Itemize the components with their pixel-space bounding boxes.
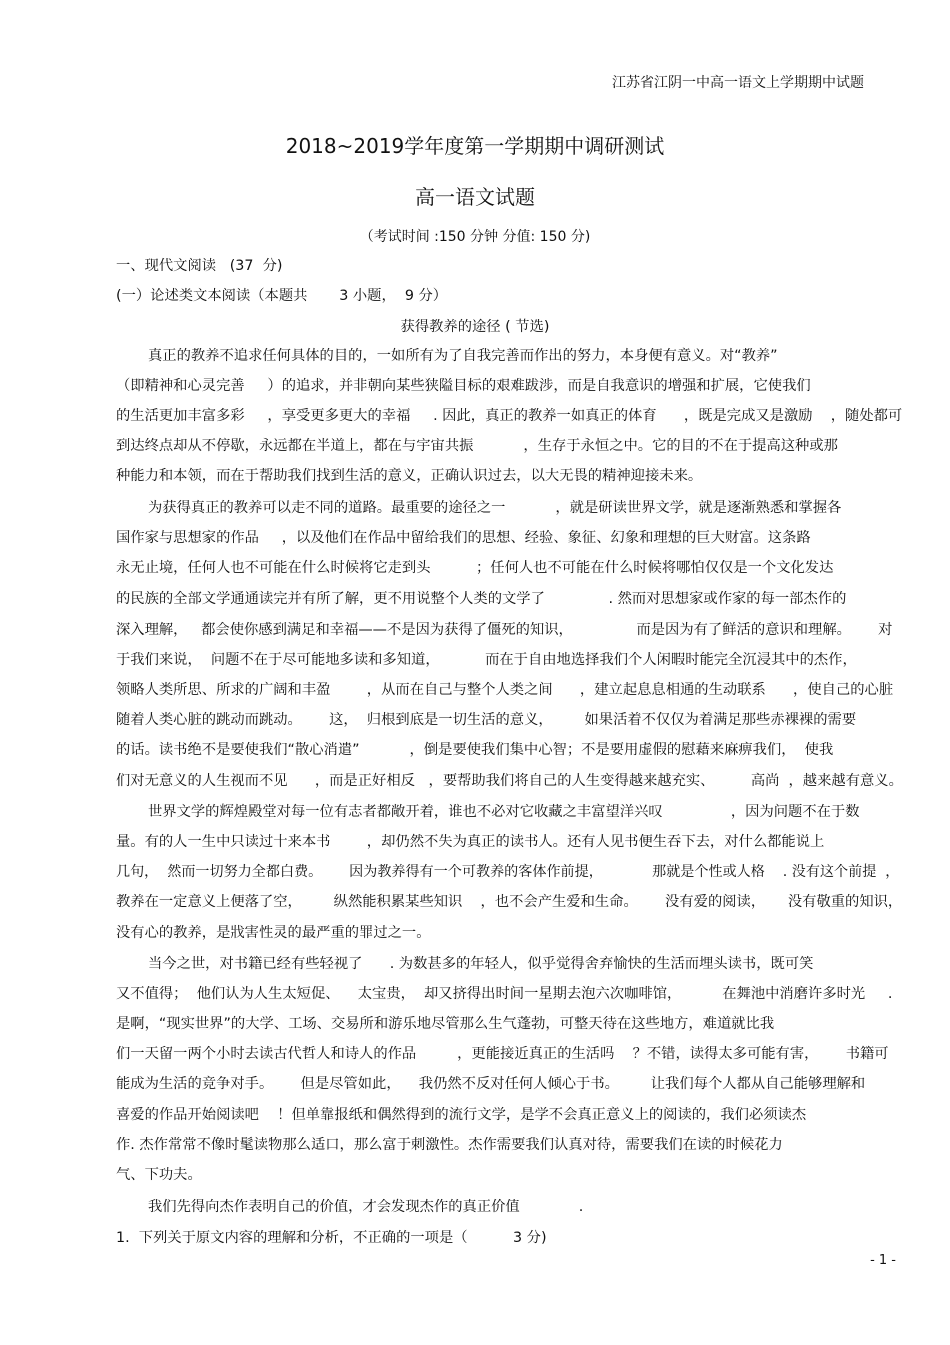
article-line: 又不值得； 他们认为人生太短促、 太宝贵， 却又挤得出时间一星期去泡六次咖啡馆， 在舞池中消磨许多时光 . [116,986,893,1002]
subsection-heading: (一）论述类文本阅读（本题共 3 小题， 9 分） [116,288,448,304]
article-line: 教养在一定意义上便落了空， 纵然能积累某些知识 ，也不会产生爱和生命。 没有爱的阅读， 没有敬重的知识， [116,894,903,910]
article-line: 的生活更加丰富多彩 ，享受更多更大的幸福 . 因此，真正的教养一如真正的体育 ，既是完成又是激励 ，随处都可 [116,408,903,424]
article-line: 是啊，“现实世界”的大学、工场、交易所和游乐地尽管那么生气蓬勃，可整天待在这些地方，难道就比我 [116,1016,775,1032]
article-line: 气、下功夫。 [116,1167,202,1183]
article-line: 世界文学的辉煌殿堂对每一位有志者都敞开着，谁也不必对它收藏之丰富望洋兴叹 ，因为问题不在于数 [148,804,860,820]
running-header: 江苏省江阴一中高一语文上学期期中试题 [612,75,864,91]
article-line: 没有心的教养，是戕害性灵的最严重的罪过之一。 [116,925,431,941]
question-1: 1. 下列关于原文内容的理解和分析，不正确的一项是（ 3 分) [116,1230,547,1246]
section-heading: 一、现代文阅读 (37 分) [116,258,283,274]
article-line: 国作家与思想家的作品 ，以及他们在作品中留给我们的思想、经验、象征、幻象和理想的巨大财富。这条路 [116,530,811,546]
article-line: （即精神和心灵完善 ）的追求，并非朝向某些狭隘目标的艰难跋涉，而是自我意识的增强和扩展，它使我们 [116,378,811,394]
article-title: 获得教养的途径 ( 节选) [400,319,550,335]
article-line: 作. 杰作常常不像时髦读物那么适口，那么富于刺激性。杰作需要我们认真对待，需要我们在读的时候花力 [116,1137,783,1153]
exam-info: （考试时间 :150 分钟 分值: 150 分) [359,229,591,245]
article-line: 的民族的全部文学通通读完并有所了解，更不用说整个人类的文学了 . 然而对思想家或作家的每一部杰作的 [116,591,847,607]
article-line: 几句， 然而一切努力全都白费。 因为教养得有一个可教养的客体作前提， 那就是个性或人格 . 没有这个前提 ， [116,864,900,880]
article-line: 的话。读书绝不是要使我们“散心消遣” ，倒是要使我们集中心智；不是要用虚假的慰藉来麻痹我们， 使我 [116,742,834,758]
article-line: 永无止境，任何人也不可能在什么时候将它走到头 ；任何人也不可能在什么时候将哪怕仅仅是一个文化发达 [116,560,834,576]
article-line: 真正的教养不追求任何具体的目的，一如所有为了自我完善而作出的努力，本身便有意义。对“教养” [148,348,778,364]
article-line: 深入理解， 都会使你感到满足和幸福——不是因为获得了僵死的知识， 而是因为有了鲜活的意识和理解。 对 [116,622,893,638]
article-line: 到达终点却从不停歇，永远都在半道上，都在与宇宙共振 ，生存于永恒之中。它的目的不在于提高这种或那 [116,438,838,454]
article-line: 喜爱的作品开始阅读吧 ！但单靠报纸和偶然得到的流行文学，是学不会真正意义上的阅读的，我们必须读杰 [116,1107,807,1123]
article-line: 我们先得向杰作表明自己的价值，才会发现杰作的真正价值 . [148,1199,584,1215]
article-line: 量。有的人一生中只读过十来本书 ，却仍然不失为真正的读书人。还有人见书便生吞下去，对什么都能说上 [116,834,825,850]
article-line: 种能力和本领，而在于帮助我们找到生活的意义，正确认识过去，以大无畏的精神迎接未来。 [116,468,703,484]
article-line: 们对无意义的人生视而不见 ，而是正好相反 ，要帮助我们将自己的人生变得越来越充实、 高尚 ，越来越有意义。 [116,773,903,789]
article-line: 为获得真正的教养可以走不同的道路。最重要的途径之一 ，就是研读世界文学，就是逐渐熟悉和掌握各 [148,500,842,516]
article-line: 于我们来说， 问题不在于尽可能地多读和多知道， 而在于自由地选择我们个人闲暇时能完全沉浸其中的杰作， [116,652,857,668]
page-number: - 1 - [870,1253,896,1268]
exam-title: 2018~2019学年度第一学期期中调研测试 [285,134,665,158]
article-line: 当今之世，对书籍已经有些轻视了 . 为数甚多的年轻人，似乎觉得舍弃愉快的生活而埋头读书，既可笑 [148,956,814,972]
article-line: 能成为生活的竞争对手。 但是尽管如此， 我仍然不反对任何人倾心于书。 让我们每个人都从自己能够理解和 [116,1076,866,1092]
exam-subject: 高一语文试题 [415,185,535,209]
article-line: 们一天留一两个小时去读古代哲人和诗人的作品 ，更能接近真正的生活吗 ？不错，读得太多可能有害， 书籍可 [116,1046,889,1062]
article-line: 领略人类所思、所求的广阔和丰盈 ，从而在自己与整个人类之间 ，建立起息息相通的生动联系 ，使自己的心脏 [116,682,894,698]
article-line: 随着人类心脏的跳动而跳动。 这， 归根到底是一切生活的意义， 如果活着不仅仅为着满足那些赤裸裸的需要 [116,712,857,728]
